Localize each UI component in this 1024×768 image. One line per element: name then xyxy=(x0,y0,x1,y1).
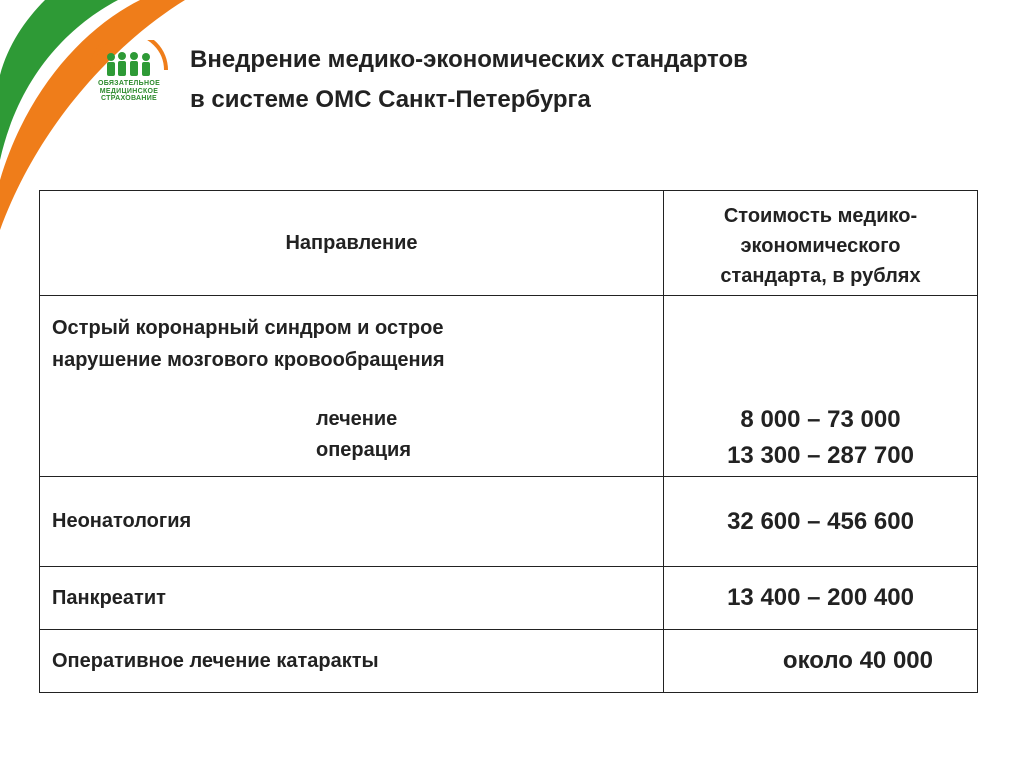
logo-line-1: ОБЯЗАТЕЛЬНОЕ xyxy=(97,80,161,87)
row2-label: Неонатология xyxy=(40,477,664,567)
title-line-1: Внедрение медико-экономических стандартов xyxy=(190,46,748,73)
row4-value: около 40 000 xyxy=(664,630,978,693)
row1-label-cell xyxy=(40,296,664,477)
row4-label: Оперативное лечение катаракты xyxy=(40,630,664,693)
row1-value-treatment: 8 000 – 73 000 xyxy=(740,406,901,433)
table-header-row xyxy=(40,191,978,296)
table-row xyxy=(40,477,978,567)
col2-header-line: стандарта, в рублях xyxy=(720,265,921,287)
oms-logo xyxy=(84,40,174,115)
col2-header xyxy=(664,191,978,296)
table-row xyxy=(40,567,978,630)
row2-value: 32 600 – 456 600 xyxy=(664,477,978,567)
row1-label-line: Острый коронарный синдром и острое xyxy=(52,317,444,339)
col1-header: Направление xyxy=(40,191,664,296)
row1-value-cell xyxy=(664,296,978,477)
row1-label-line: нарушение мозгового кровообращения xyxy=(52,349,445,371)
col2-header-line: Стоимость медико- xyxy=(723,205,918,227)
logo-line-3: СТРАХОВАНИЕ xyxy=(100,95,157,102)
standards-table xyxy=(39,190,978,693)
page-title xyxy=(190,40,748,120)
row1-value-operation: 13 300 – 287 700 xyxy=(727,442,914,469)
row3-value: 13 400 – 200 400 xyxy=(664,567,978,630)
table-row xyxy=(40,630,978,693)
row1-sub-treatment: лечение xyxy=(316,408,398,430)
row1-sub-operation: операция xyxy=(316,439,412,461)
row3-label: Панкреатит xyxy=(40,567,664,630)
col2-header-line: экономического xyxy=(740,235,901,257)
people-icon xyxy=(84,40,174,80)
table-row xyxy=(40,296,978,477)
title-line-2: в системе ОМС Санкт-Петербурга xyxy=(190,86,591,113)
logo-line-2: МЕДИЦИНСКОЕ xyxy=(99,87,159,95)
